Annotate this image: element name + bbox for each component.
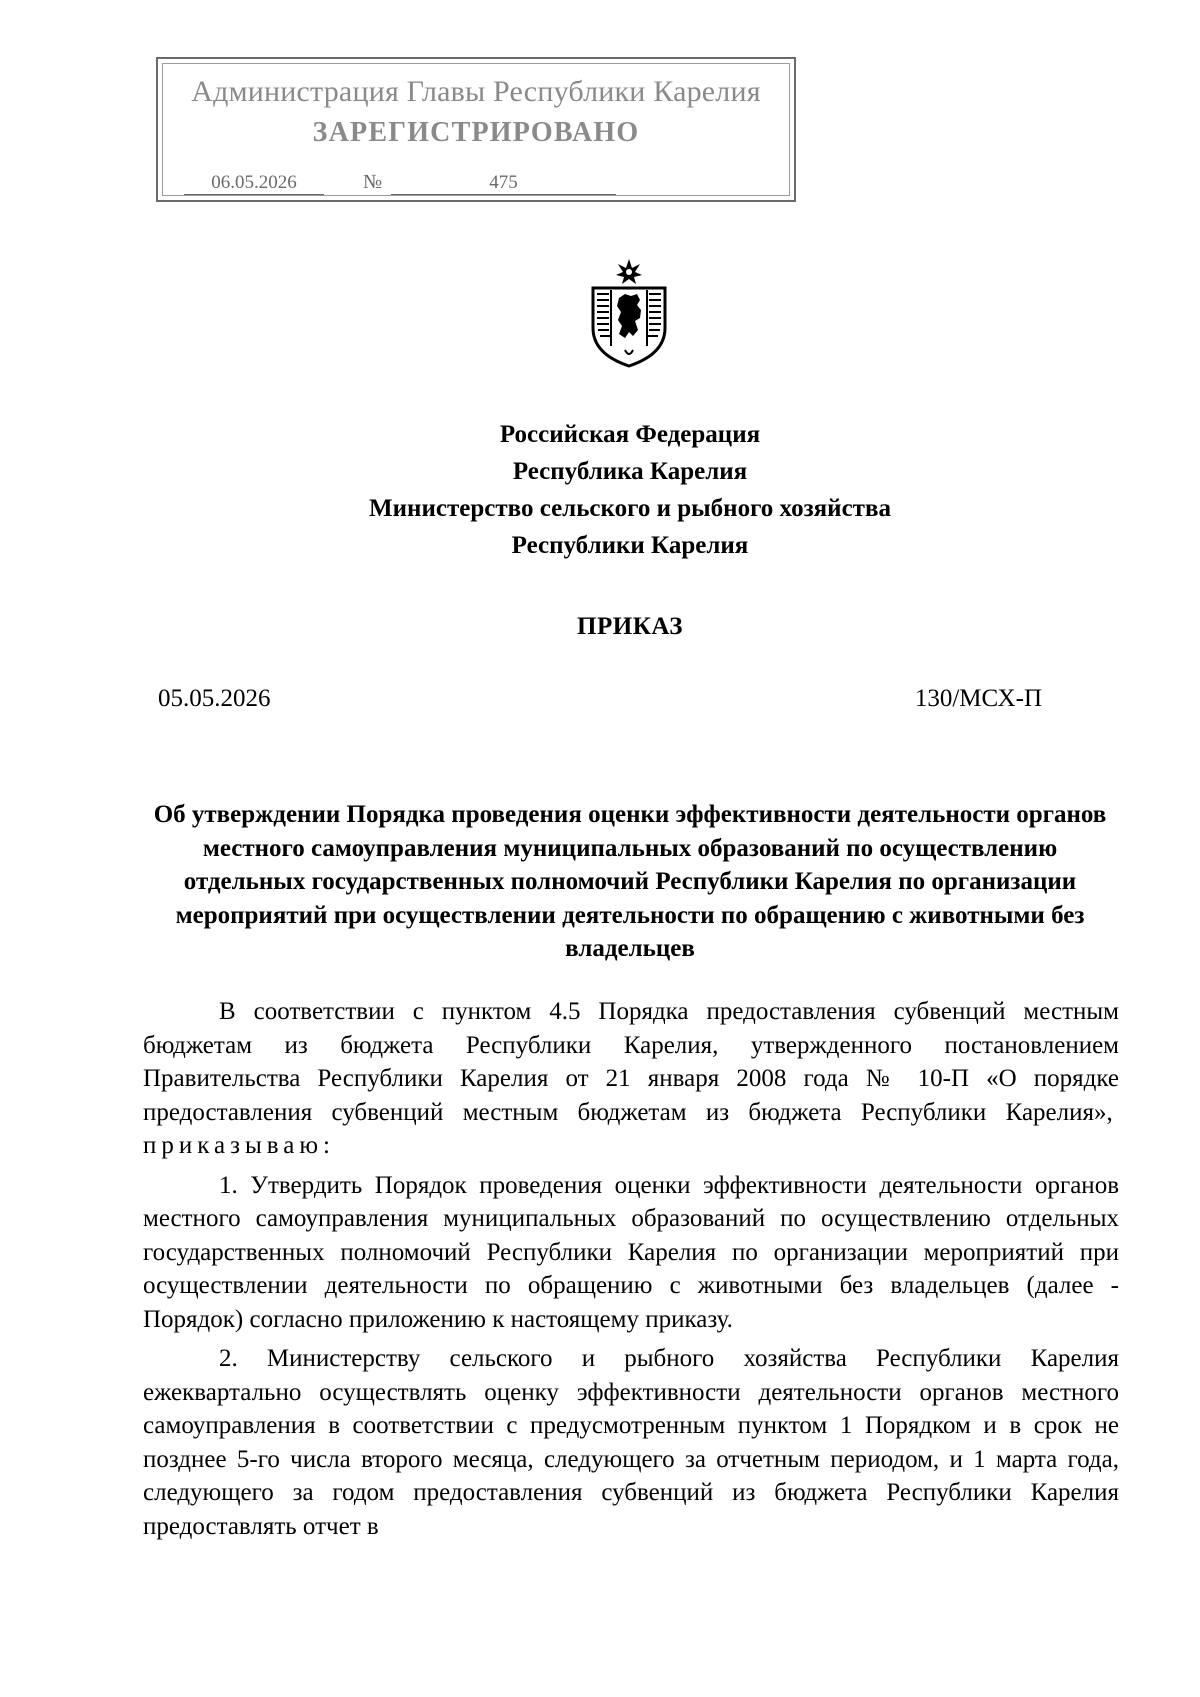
stamp-number-label: № — [363, 171, 383, 193]
header-country: Российская Федерация — [499, 421, 761, 448]
karelia-coat-of-arms-icon — [585, 258, 673, 368]
stamp-organization: Администрация Главы Республики Карелия — [191, 75, 761, 108]
document-type-title: ПРИКАЗ — [577, 613, 683, 640]
header-republic: Республика Карелия — [512, 458, 748, 485]
registration-stamp — [156, 57, 796, 202]
stamp-status: ЗАРЕГИСТРИРОВАНО — [312, 117, 640, 148]
order-date: 05.05.2026 — [158, 685, 271, 712]
order-number: 130/МСХ-П — [914, 685, 1042, 712]
header-ministry-republic: Республики Карелия — [511, 532, 749, 559]
preamble-text: В соответствии с пунктом 4.5 Порядка предоставления субвенций местным бюджетам из бюджета Республики Карелия, утвержденного постановлением Правительства Республики Карелия от 21 января 2008 года № 10-П «О порядке предоставления субвенций местным бюджетам из бюджета Республики Карелия», — [143, 998, 1119, 1126]
header-ministry: Министерство сельского и рыбного хозяйства — [369, 495, 891, 522]
preamble-paragraph — [143, 995, 1119, 1163]
stamp-date: 06.05.2026 — [184, 173, 324, 195]
directive-word: приказываю: — [143, 1132, 335, 1159]
order-subject: Об утверждении Порядка проведения оценки эффективности деятельности органов местного самоуправления муниципальных образований по осуществлению отдельных государственных полномочий Республики Карелия по организации мероприятий при осуществлении деятельности по обращению с животными без владельцев — [153, 801, 1107, 962]
item-2-paragraph: 2. Министерству сельского и рыбного хозяйства Республики Карелия ежеквартально осуществлять оценку эффективности деятельности органов местного самоуправления в соответствии с предусмотренным пунктом 1 Порядком и в срок не позднее 5-го числа второго месяца, следующего за отчетным периодом, и 1 марта года, следующего за годом предоставления субвенций из бюджета Республики Карелия предоставлять отчет в — [143, 1345, 1119, 1540]
stamp-number: 475 — [391, 173, 616, 195]
issuer-header — [0, 416, 1200, 564]
item-1-paragraph: 1. Утвердить Порядок проведения оценки эффективности деятельности органов местного самоуправления муниципальных образований по осуществлению отдельных государственных полномочий Республики Карелия по организации мероприятий при осуществлении деятельности по обращению с животными без владельцев (далее - Порядок) согласно приложению к настоящему приказу. — [143, 1171, 1119, 1333]
order-body — [143, 995, 1119, 1543]
